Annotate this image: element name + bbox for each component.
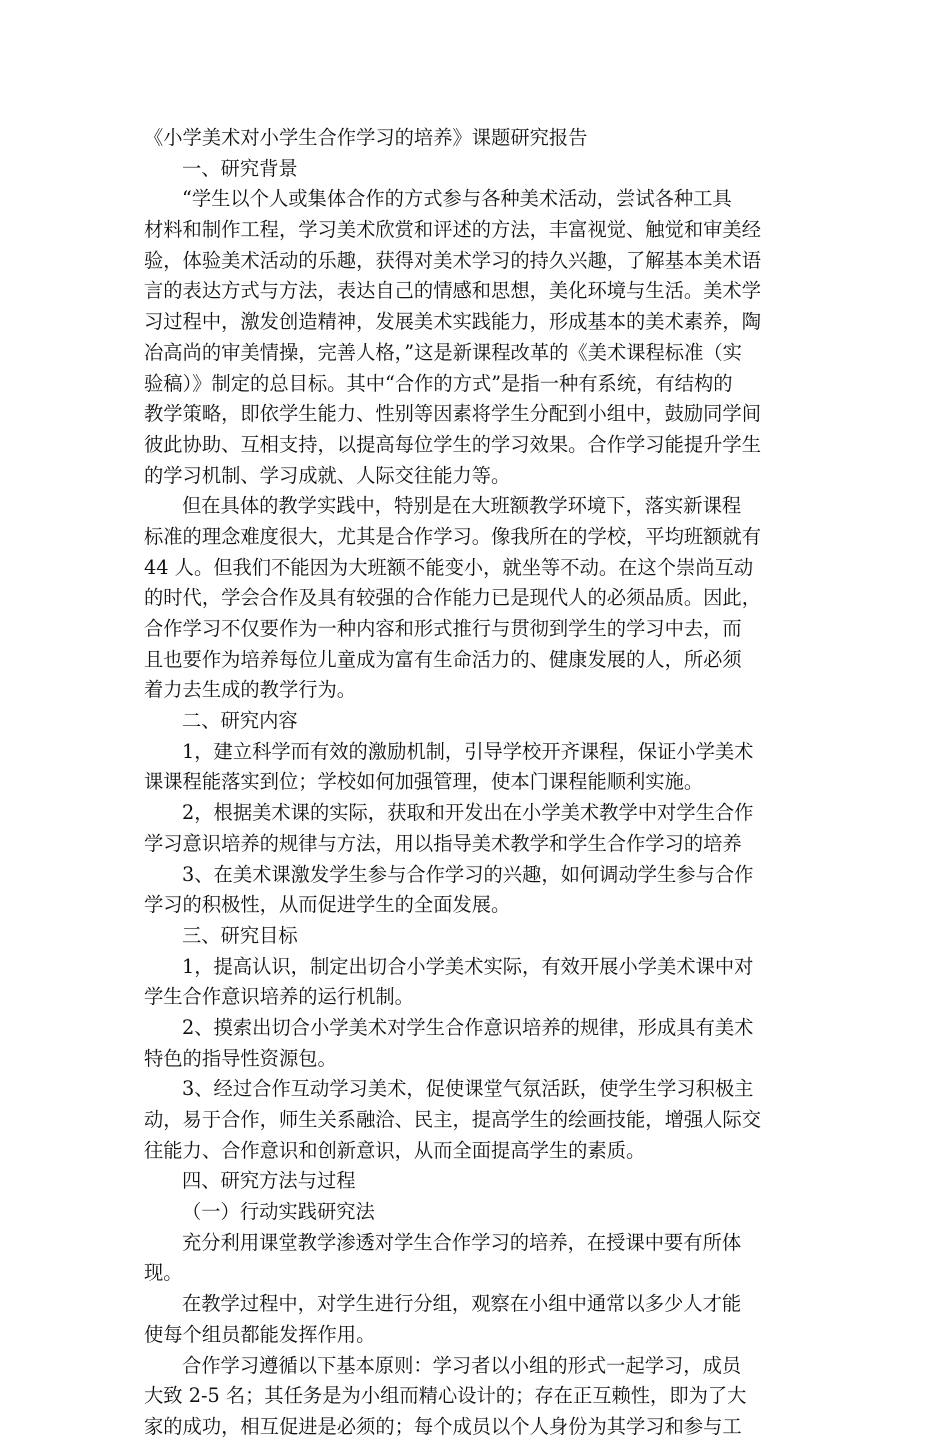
document-title: 《小学美术对小学生合作学习的培养》课题研究报告 [144,126,588,149]
text-line: 冶高尚的审美情操，完善人格，”这是新课程改革的《美术课程标准（实 [144,340,742,364]
paragraph-first-line: 充分利用课堂教学渗透对学生合作学习的培养，在授课中要有所体 [182,1230,742,1254]
text-line: 使每个组员都能发挥作用。 [144,1322,376,1346]
text-line: 学习意识培养的规律与方法，用以指导美术教学和学生合作学习的培养 [144,831,742,855]
text-line: 的时代，学会合作及具有较强的合作能力已是现代人的必须品质。因此， [144,586,761,610]
paragraph-first-line: 1，提高认识，制定出切合小学美术实际，有效开展小学美术课中对 [182,954,754,978]
paragraph-first-line: 2，根据美术课的实际，获取和开发出在小学美术教学中对学生合作 [182,801,754,825]
paragraph-first-line: 3、经过合作互动学习美术，促使课堂气氛活跃，使学生学习积极主 [182,1077,754,1101]
text-line: 着力去生成的教学行为。 [144,678,357,702]
text-line: 特色的指导性资源包。 [144,1046,337,1070]
text-line: 课课程能落实到位；学校如何加强管理，使本门课程能顺利实施。 [144,770,704,794]
section-heading: 三、研究目标 [182,923,298,947]
subsection-heading: （一）行动实践研究法 [182,1200,375,1224]
paragraph-first-line: 在教学过程中，对学生进行分组，观察在小组中通常以多少人才能 [182,1292,742,1316]
text-line: 彼此协助、互相支持，以提高每位学生的学习效果。合作学习能提升学生 [144,432,761,456]
paragraph-first-line: “学生以个人或集体合作的方式参与各种美术活动，尝试各种工具 [182,187,732,211]
text-line: 习过程中，激发创造精神，发展美术实践能力，形成基本的美术素养，陶 [144,310,761,334]
text-line: 现。 [144,1261,183,1285]
paragraph-first-line: 合作学习遵循以下基本原则：学习者以小组的形式一起学习，成员 [182,1353,742,1377]
section-heading: 四、研究方法与过程 [182,1169,356,1193]
text-line: 验，体验美术活动的乐趣，获得对美术学习的持久兴趣，了解基本美术语 [144,248,761,272]
text-line: 大致 2-5 名；其任务是为小组而精心设计的；存在正互赖性，即为了大 [144,1384,747,1408]
text-line: 验稿）》制定的总目标。其中“合作的方式”是指一种有系统，有结构的 [144,371,733,395]
text-line: 标准的理念难度很大，尤其是合作学习。像我所在的学校，平均班额就有 [144,524,761,548]
paragraph-first-line: 3、在美术课激发学生参与合作学习的兴趣，如何调动学生参与合作 [182,862,754,886]
text-line: 学生合作意识培养的运行机制。 [144,985,414,1009]
text-line: 且也要作为培养每位儿童成为富有生命活力的、健康发展的人，所必须 [144,647,742,671]
document-page [144,123,809,1443]
text-line: 44 人。但我们不能因为大班额不能变小，就坐等不动。在这个崇尚互动 [144,555,754,579]
text-line: 材料和制作工程，学习美术欣赏和评述的方法，丰富视觉、触觉和审美经 [144,218,761,242]
text-line: 家的成功，相互促进是必须的；每个成员以个人身份为其学习和参与工 [144,1414,742,1438]
paragraph-first-line: 但在具体的教学实践中，特别是在大班额教学环境下，落实新课程 [182,494,742,518]
text-line: 学习的积极性，从而促进学生的全面发展。 [144,893,511,917]
text-line: 往能力、合作意识和创新意识，从而全面提高学生的素质。 [144,1138,646,1162]
section-heading: 一、研究背景 [182,156,298,180]
text-line: 合作学习不仅要作为一种内容和形式推行与贯彻到学生的学习中去，而 [144,617,742,640]
paragraph-first-line: 2、摸索出切合小学美术对学生合作意识培养的规律，形成具有美术 [182,1015,754,1039]
text-line: 的学习机制、学习成就、人际交往能力等。 [144,463,511,487]
document-body [144,154,809,1443]
section-heading: 二、研究内容 [182,709,298,733]
paragraph-first-line: 1，建立科学而有效的激励机制，引导学校开齐课程，保证小学美术 [182,739,754,763]
text-line: 言的表达方式与方法，表达自己的情感和思想，美化环境与生活。美术学 [144,279,761,303]
text-line: 动，易于合作，师生关系融洽、民主，提高学生的绘画技能，增强人际交 [144,1108,761,1131]
text-line: 教学策略，即依学生能力、性别等因素将学生分配到小组中，鼓励同学间 [144,402,761,426]
